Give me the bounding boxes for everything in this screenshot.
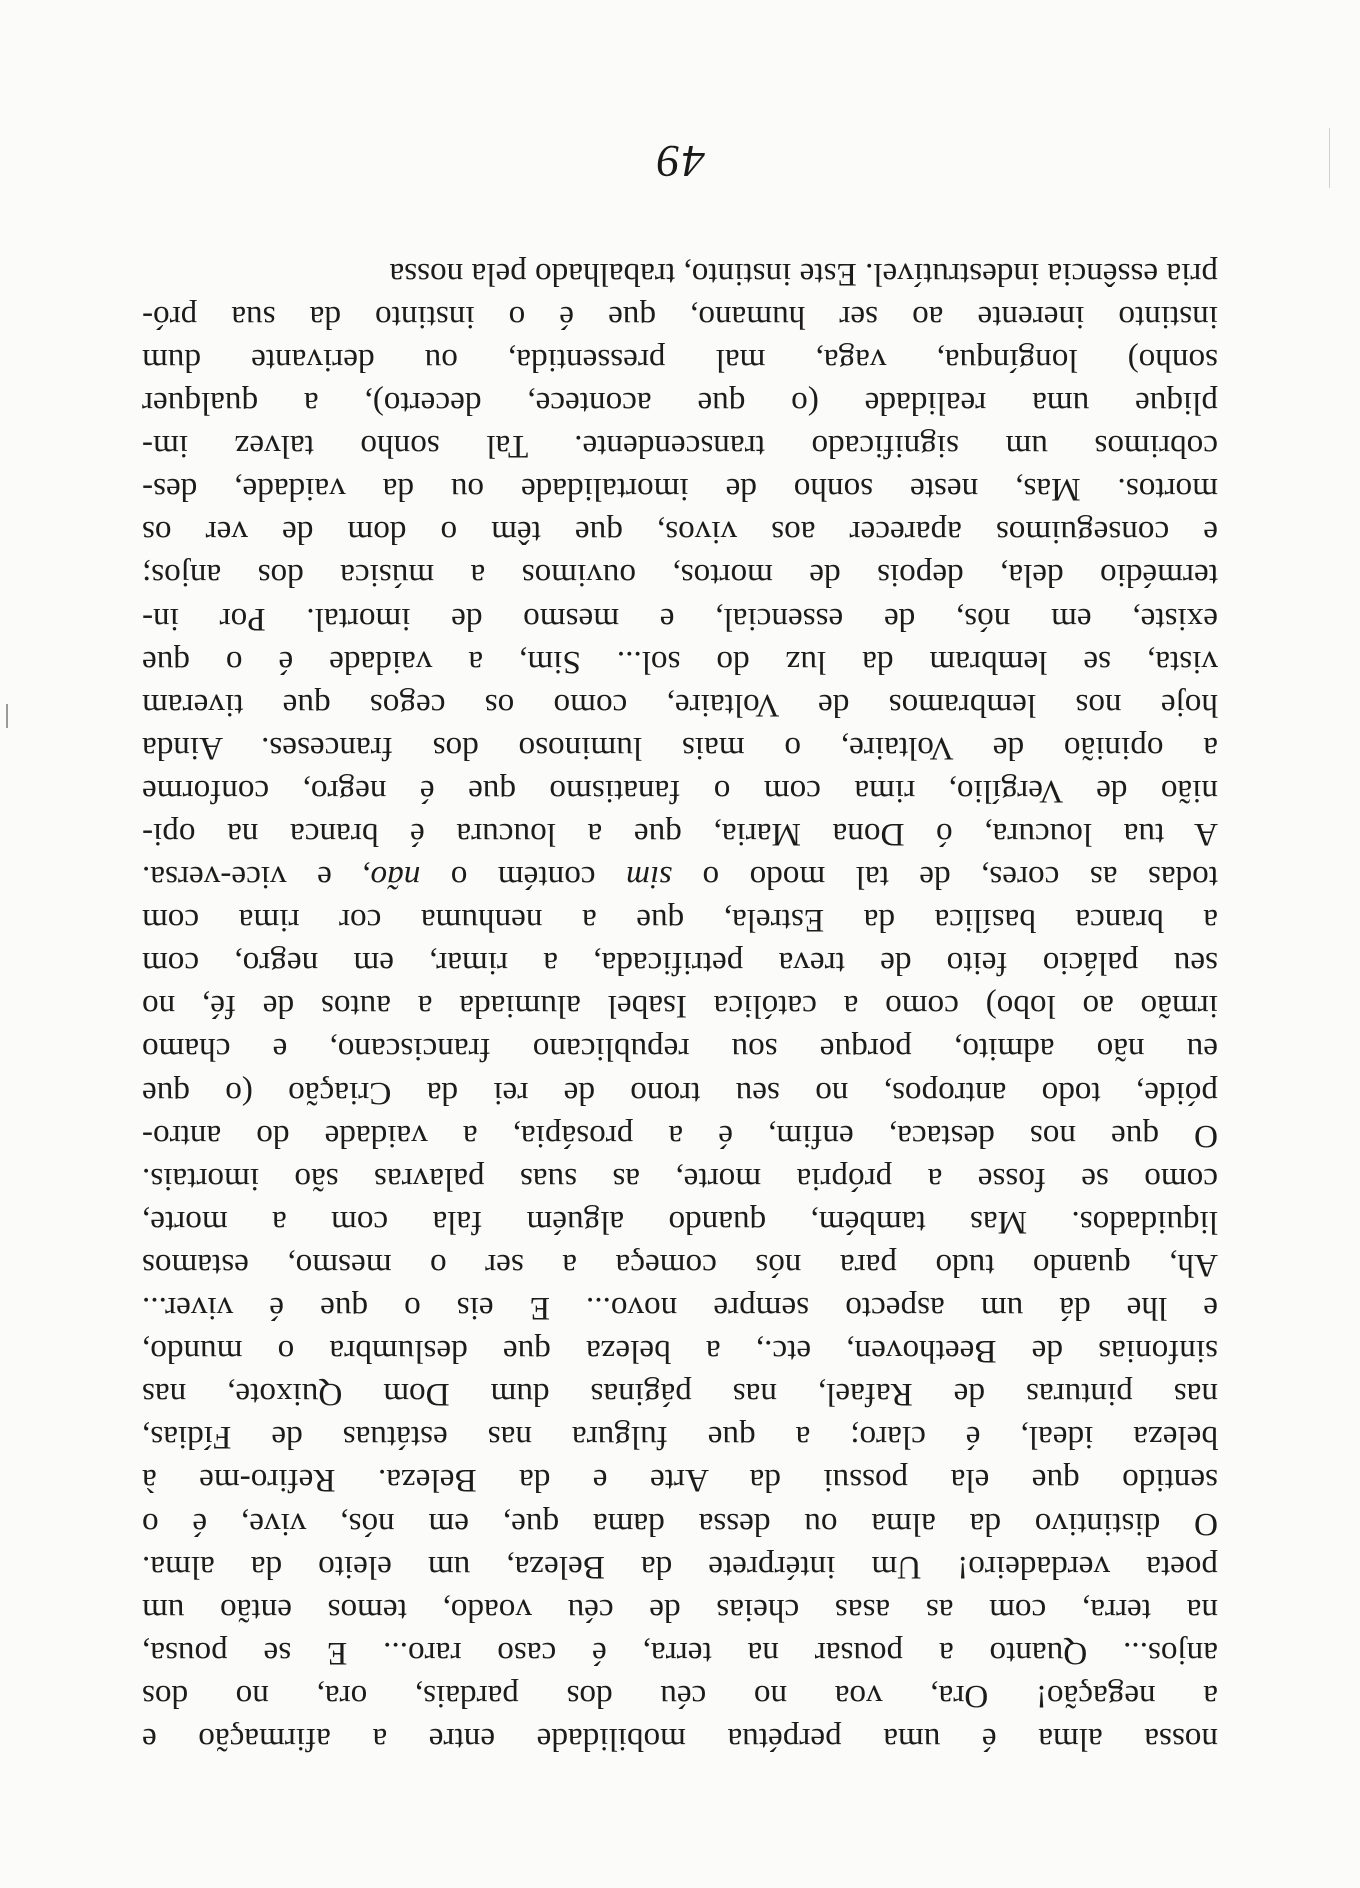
text-line: póide, todo antropos, no seu trono de rei da Criação (o que bbox=[142, 1074, 1218, 1112]
text-line: cobrimos um significado transcendente. Tal sonho talvez im- bbox=[142, 428, 1218, 466]
text-line-with-italics bbox=[142, 856, 1218, 899]
text-line: seu palácio feito de treva petrificada, a rimar, em negro, com bbox=[142, 945, 1218, 983]
text-line: nião de Vergílio, rima com o fanatismo que é negro, conforme bbox=[142, 772, 1218, 810]
body-text bbox=[142, 253, 1218, 1761]
text-line: instinto inerente ao ser humano, que é o instinto da sua pró- bbox=[142, 298, 1218, 336]
scan-edge-mark bbox=[6, 704, 8, 728]
text-line: O distintivo da alma ou dessa dama que, em nós, vive, é o bbox=[142, 1505, 1218, 1543]
text-line: plique uma realidade (o que acontece, decerto), a qualquer bbox=[142, 385, 1218, 423]
text-line: irmão ao lobo) como a católica Isabel alumiada a autos de fé, no bbox=[142, 988, 1218, 1026]
text-line: e conseguimos aparecer aos vivos, que têm o dom de ver os bbox=[142, 514, 1218, 552]
text-line: existe, em nós, de essencial, e mesmo de imortal. Por in- bbox=[142, 600, 1218, 638]
text-line: eu não admito, porque sou republicano franciscano, e chamo bbox=[142, 1031, 1218, 1069]
text-line: sonho) longínqua, vaga, mal pressentida, ou derivante dum bbox=[142, 342, 1218, 379]
text-line: liquidados. Mas também, quando alguém fala com a morte, bbox=[142, 1203, 1218, 1241]
text-line: a negação! Ora, voa no céu dos pardais, ora, no dos bbox=[142, 1677, 1218, 1715]
text-line: vista, se lembram da luz do sol... Sim, a vaidade é o que bbox=[142, 643, 1218, 681]
text-line: na terra, com as asas cheias de céu voado, temos então um bbox=[142, 1591, 1218, 1629]
text-line: A tua loucura, ó Dona Maria, que a loucura é branca na opi- bbox=[142, 816, 1218, 854]
text-line: poeta verdadeiro! Um intérprete da Beleza, um eleito da alma. bbox=[142, 1548, 1218, 1586]
text-line: nas pinturas de Rafael, nas páginas dum Dom Quixote, nas bbox=[142, 1376, 1218, 1414]
text-line: sinfonias de Beethoven, etc., a beleza que deslumbra o mundo, bbox=[142, 1333, 1218, 1371]
text-line: como se fosse a própria morte, as suas palavras são imortais. bbox=[142, 1160, 1218, 1198]
text-fragment: contém o bbox=[420, 859, 626, 897]
text-line: Ah, quando tudo para nós começa a ser o mesmo, estamos bbox=[142, 1246, 1218, 1284]
text-line: a opinião de Voltaire, o mais luminoso dos franceses. Ainda bbox=[142, 729, 1218, 767]
text-line: O que nos destaca, enfim, é a prosápia, a vaidade do antro- bbox=[142, 1117, 1218, 1155]
text-line: termédio dela, depois de mortos, ouvimos a música dos anjos; bbox=[142, 557, 1218, 595]
text-fragment: todas as cores, de tal modo o bbox=[672, 859, 1218, 897]
text-line: mortos. Mas, neste sonho de imortalidade ou da vaidade, des- bbox=[142, 471, 1218, 509]
italic-word-sim: sim bbox=[626, 859, 673, 897]
text-line: hoje nos lembramos de Voltaire, como os cegos que tiveram bbox=[142, 686, 1218, 724]
text-line: a branca basílica da Estrela, que a nenhuma cor rima com bbox=[142, 902, 1218, 940]
scan-edge-mark bbox=[1329, 128, 1330, 188]
text-line: sentido que ela possui da Arte e da Beleza. Refiro-me à bbox=[142, 1462, 1218, 1500]
text-line: pria essência indestrutível. Este instinto, trabalhado pela nossa bbox=[389, 255, 1218, 293]
page-number: 49 bbox=[655, 136, 705, 187]
text-fragment: , e vice-versa. bbox=[141, 859, 371, 897]
italic-word-nao: não bbox=[370, 859, 421, 897]
text-line: anjos... Quanto a pousar na terra, é caso raro... E se pousa, bbox=[142, 1634, 1218, 1672]
text-line: e lhe dá um aspecto sempre novo... E eis o que é viver... bbox=[142, 1290, 1218, 1328]
text-line: nossa alma é uma perpétua mobilidade entre a afirmação e bbox=[142, 1721, 1218, 1758]
text-line: beleza ideal, é claro; a que fulgura nas estátuas de Fídias, bbox=[142, 1419, 1218, 1457]
